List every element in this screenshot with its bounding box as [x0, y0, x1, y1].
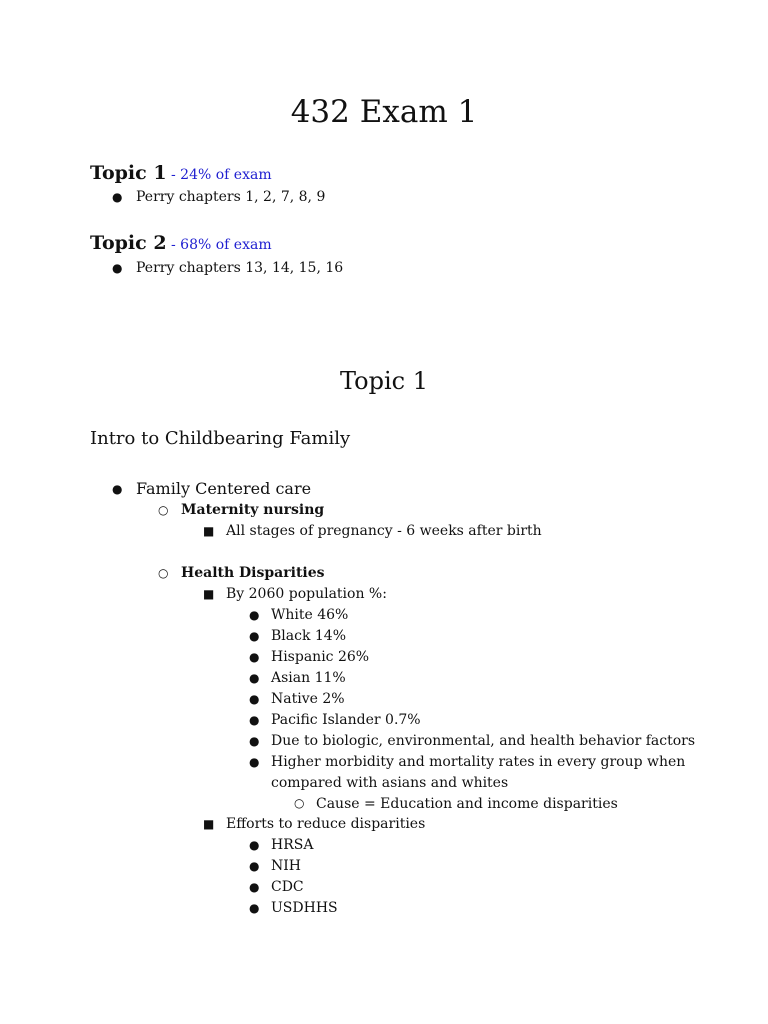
subsection-title: Intro to Childbearing Family — [90, 428, 351, 449]
bullet-circle-icon: ○ — [294, 796, 305, 810]
bullet-disc-icon: ● — [249, 755, 260, 769]
bullet-disc-icon: ● — [249, 692, 260, 706]
list-item-maternity-detail: All stages of pregnancy - 6 weeks after birth — [226, 523, 542, 539]
bullet-disc-icon: ● — [249, 671, 260, 685]
list-item-health-disparities: Health Disparities — [181, 565, 325, 581]
list-item-agency: HRSA — [271, 837, 314, 853]
bullet-disc-icon: ● — [249, 734, 260, 748]
list-item-population: Asian 11% — [271, 670, 346, 686]
topic-2-weight: - 68% of exam — [166, 237, 272, 253]
bullet-disc-icon: ● — [112, 190, 123, 204]
bullet-circle-icon: ○ — [158, 566, 169, 580]
list-item-population: Native 2% — [271, 691, 345, 707]
topic-1-heading — [90, 162, 272, 184]
section-title: Topic 1 — [340, 367, 428, 395]
bullet-disc-icon: ● — [249, 901, 260, 915]
bullet-disc-icon: ● — [249, 880, 260, 894]
topic-2-chapters: Perry chapters 13, 14, 15, 16 — [136, 260, 344, 276]
topic-1-chapters: Perry chapters 1, 2, 7, 8, 9 — [136, 189, 326, 205]
list-item-population: Hispanic 26% — [271, 649, 370, 665]
bullet-circle-icon: ○ — [158, 503, 169, 517]
list-item-population: Black 14% — [271, 628, 347, 644]
list-item-agency: NIH — [271, 858, 301, 874]
bullet-disc-icon: ● — [249, 629, 260, 643]
bullet-disc-icon: ● — [112, 261, 123, 275]
list-item-population: White 46% — [271, 607, 349, 623]
document-title: 432 Exam 1 — [290, 94, 478, 130]
bullet-square-icon: ■ — [203, 587, 215, 601]
bullet-disc-icon: ● — [249, 859, 260, 873]
bullet-disc-icon: ● — [249, 713, 260, 727]
topic-1-label: Topic 1 — [90, 162, 167, 184]
topic-1-weight: - 24% of exam — [166, 167, 272, 183]
bullet-disc-icon: ● — [249, 650, 260, 664]
bullet-disc-icon: ● — [249, 608, 260, 622]
topic-2-heading — [90, 232, 272, 254]
list-item-population: Pacific Islander 0.7% — [271, 712, 421, 728]
list-item-factors: Due to biologic, environmental, and health behavior factors — [271, 733, 696, 749]
bullet-square-icon: ■ — [203, 524, 215, 538]
list-item-population-heading: By 2060 population %: — [226, 586, 387, 602]
list-item-family-centered-care: Family Centered care — [136, 479, 312, 498]
list-item-efforts: Efforts to reduce disparities — [226, 816, 426, 832]
bullet-square-icon: ■ — [203, 817, 215, 831]
list-item-agency: CDC — [271, 879, 304, 895]
list-item-agency: USDHHS — [271, 900, 338, 916]
bullet-disc-icon: ● — [249, 838, 260, 852]
list-item-morbidity-line-2: compared with asians and whites — [271, 775, 509, 791]
list-item-maternity-nursing: Maternity nursing — [181, 502, 325, 518]
list-item-cause: Cause = Education and income disparities — [316, 796, 618, 812]
topic-2-label: Topic 2 — [90, 232, 167, 254]
bullet-disc-icon: ● — [112, 482, 123, 496]
list-item-morbidity-line-1: Higher morbidity and mortality rates in every group when — [271, 754, 686, 770]
